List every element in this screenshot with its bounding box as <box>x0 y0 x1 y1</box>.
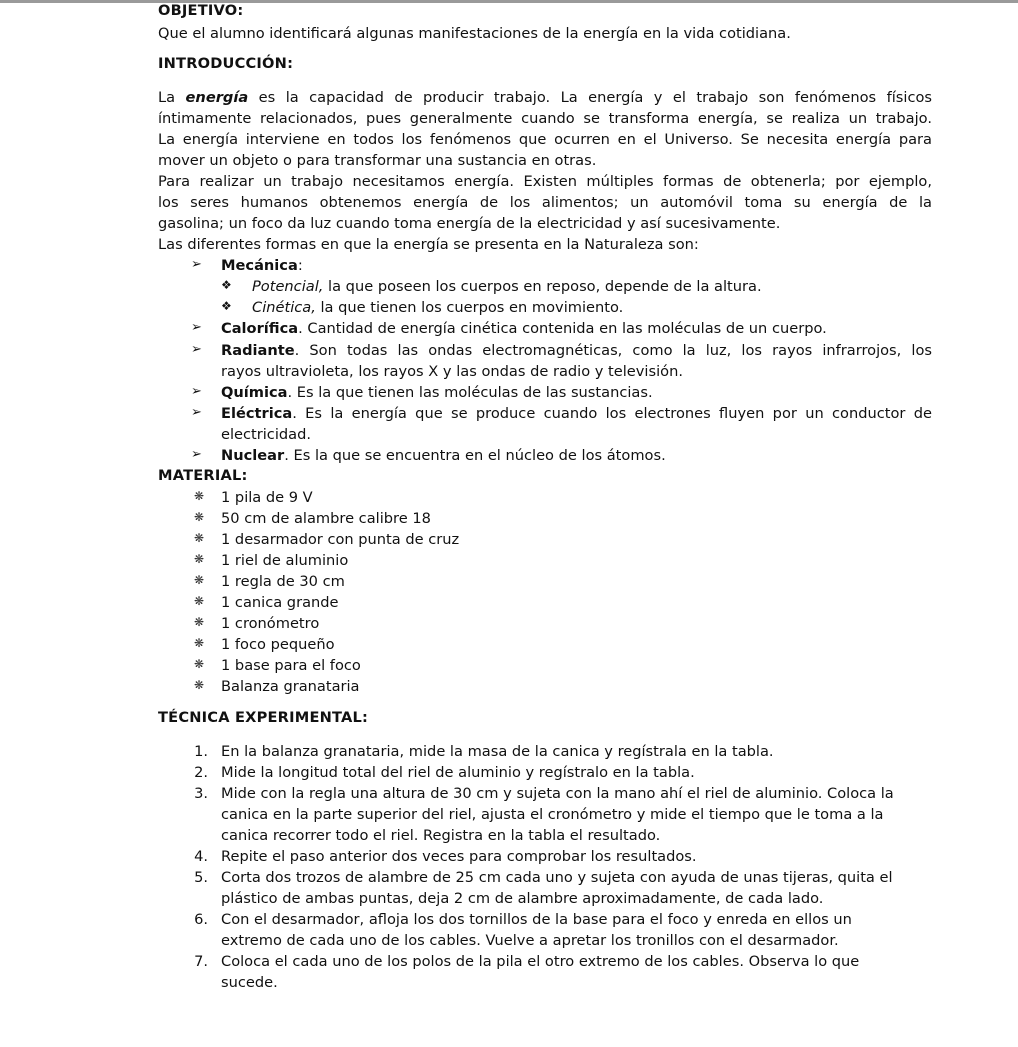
material-item: 1 desarmador con punta de cruz <box>221 531 460 548</box>
asterisk-bullet-icon: ❋ <box>194 678 205 692</box>
asterisk-bullet-icon: ❋ <box>194 594 205 608</box>
intro-line-8: Las diferentes formas en que la energía se presenta en la Naturaleza son: <box>158 236 699 253</box>
step-text-line: plástico de ambas puntas, deja 2 cm de alambre aproximadamente, de cada lado. <box>221 890 824 907</box>
step-text-line: Con el desarmador, afloja los dos tornillos de la base para el foco y enreda en ellos un <box>221 911 852 928</box>
step-number: 2. <box>194 764 208 781</box>
asterisk-bullet-icon: ❋ <box>194 657 205 671</box>
material-heading: MATERIAL: <box>158 467 248 484</box>
step-text-line: extremo de cada uno de los cables. Vuelve a apretar los tronillos con el desarmador. <box>221 932 839 949</box>
objetivo-heading: OBJETIVO: <box>158 2 244 19</box>
top-border <box>0 0 1018 3</box>
asterisk-bullet-icon: ❋ <box>194 615 205 629</box>
arrow-bullet-icon: ➢ <box>191 447 202 462</box>
intro-line-3: La energía interviene en todos los fenómenos que ocurren en el Universo. Se necesita energía para <box>158 131 932 148</box>
electrica-item: Eléctrica. Es la energía que se produce cuando los electrones fluyen por un conductor de <box>221 405 932 422</box>
diamond-bullet-icon: ❖ <box>221 299 232 313</box>
material-item: 1 riel de aluminio <box>221 552 349 569</box>
intro-line-5: Para realizar un trabajo necesitamos energía. Existen múltiples formas de obtenerla; por ejemplo, <box>158 173 932 190</box>
step-text-line: En la balanza granataria, mide la masa de la canica y regístrala en la tabla. <box>221 743 774 760</box>
step-number: 3. <box>194 785 208 802</box>
asterisk-bullet-icon: ❋ <box>194 552 205 566</box>
material-item: Balanza granataria <box>221 678 360 695</box>
mecanica-item: Mecánica: <box>221 257 303 274</box>
asterisk-bullet-icon: ❋ <box>194 636 205 650</box>
asterisk-bullet-icon: ❋ <box>194 510 205 524</box>
step-text-line: canica en la parte superior del riel, ajusta el cronómetro y mide el tiempo que le toma a la <box>221 806 884 823</box>
intro-line-4: mover un objeto o para transformar una sustancia en otras. <box>158 152 597 169</box>
material-item: 50 cm de alambre calibre 18 <box>221 510 431 527</box>
material-item: 1 regla de 30 cm <box>221 573 345 590</box>
introduccion-heading: INTRODUCCIÓN: <box>158 55 294 72</box>
nuclear-item: Nuclear. Es la que se encuentra en el núcleo de los átomos. <box>221 447 666 464</box>
material-item: 1 cronómetro <box>221 615 320 632</box>
diamond-bullet-icon: ❖ <box>221 278 232 292</box>
intro-line-6: los seres humanos obtenemos energía de los alimentos; un automóvil toma su energía de la <box>158 194 932 211</box>
step-number: 1. <box>194 743 208 760</box>
asterisk-bullet-icon: ❋ <box>194 531 205 545</box>
quimica-item: Química. Es la que tienen las moléculas de las sustancias. <box>221 384 653 401</box>
step-text-line: sucede. <box>221 974 278 991</box>
objetivo-text: Que el alumno identificará algunas manifestaciones de la energía en la vida cotidiana. <box>158 25 791 42</box>
tecnica-heading: TÉCNICA EXPERIMENTAL: <box>158 709 369 726</box>
intro-line-2: íntimamente relacionados, pues generalmente cuando se transforma energía, se realiza un trabajo. <box>158 110 932 127</box>
step-number: 6. <box>194 911 208 928</box>
radiante-line-2: rayos ultravioleta, los rayos X y las ondas de radio y televisión. <box>221 363 683 380</box>
energia-term: energía <box>185 89 249 106</box>
step-text-line: Repite el paso anterior dos veces para comprobar los resultados. <box>221 848 697 865</box>
material-item: 1 base para el foco <box>221 657 361 674</box>
step-number: 7. <box>194 953 208 970</box>
material-item: 1 foco pequeño <box>221 636 335 653</box>
arrow-bullet-icon: ➢ <box>191 405 202 420</box>
step-text-line: Corta dos trozos de alambre de 25 cm cada uno y sujeta con ayuda de unas tijeras, quita el <box>221 869 893 886</box>
arrow-bullet-icon: ➢ <box>191 257 202 272</box>
intro-line-1: La energía es la capacidad de producir trabajo. La energía y el trabajo son fenómenos físicos <box>158 89 932 106</box>
arrow-bullet-icon: ➢ <box>191 384 202 399</box>
step-text-line: Mide con la regla una altura de 30 cm y sujeta con la mano ahí el riel de aluminio. Coloca la <box>221 785 894 802</box>
potencial-item: Potencial, la que poseen los cuerpos en reposo, depende de la altura. <box>252 278 762 295</box>
asterisk-bullet-icon: ❋ <box>194 573 205 587</box>
cinetica-item: Cinética, la que tienen los cuerpos en movimiento. <box>252 299 624 316</box>
intro-line-7: gasolina; un foco da luz cuando toma energía de la electricidad y así sucesivamente. <box>158 215 781 232</box>
material-item: 1 pila de 9 V <box>221 489 313 506</box>
arrow-bullet-icon: ➢ <box>191 342 202 357</box>
material-item: 1 canica grande <box>221 594 339 611</box>
radiante-item: Radiante. Son todas las ondas electromagnéticas, como la luz, los rayos infrarrojos, los <box>221 342 932 359</box>
asterisk-bullet-icon: ❋ <box>194 489 205 503</box>
step-number: 5. <box>194 869 208 886</box>
step-text-line: canica recorrer todo el riel. Registra en la tabla el resultado. <box>221 827 661 844</box>
electrica-line-2: electricidad. <box>221 426 311 443</box>
calorifica-item: Calorífica. Cantidad de energía cinética contenida en las moléculas de un cuerpo. <box>221 320 827 337</box>
arrow-bullet-icon: ➢ <box>191 320 202 335</box>
step-text-line: Coloca el cada uno de los polos de la pila el otro extremo de los cables. Observa lo que <box>221 953 860 970</box>
step-text-line: Mide la longitud total del riel de aluminio y regístralo en la tabla. <box>221 764 695 781</box>
step-number: 4. <box>194 848 208 865</box>
